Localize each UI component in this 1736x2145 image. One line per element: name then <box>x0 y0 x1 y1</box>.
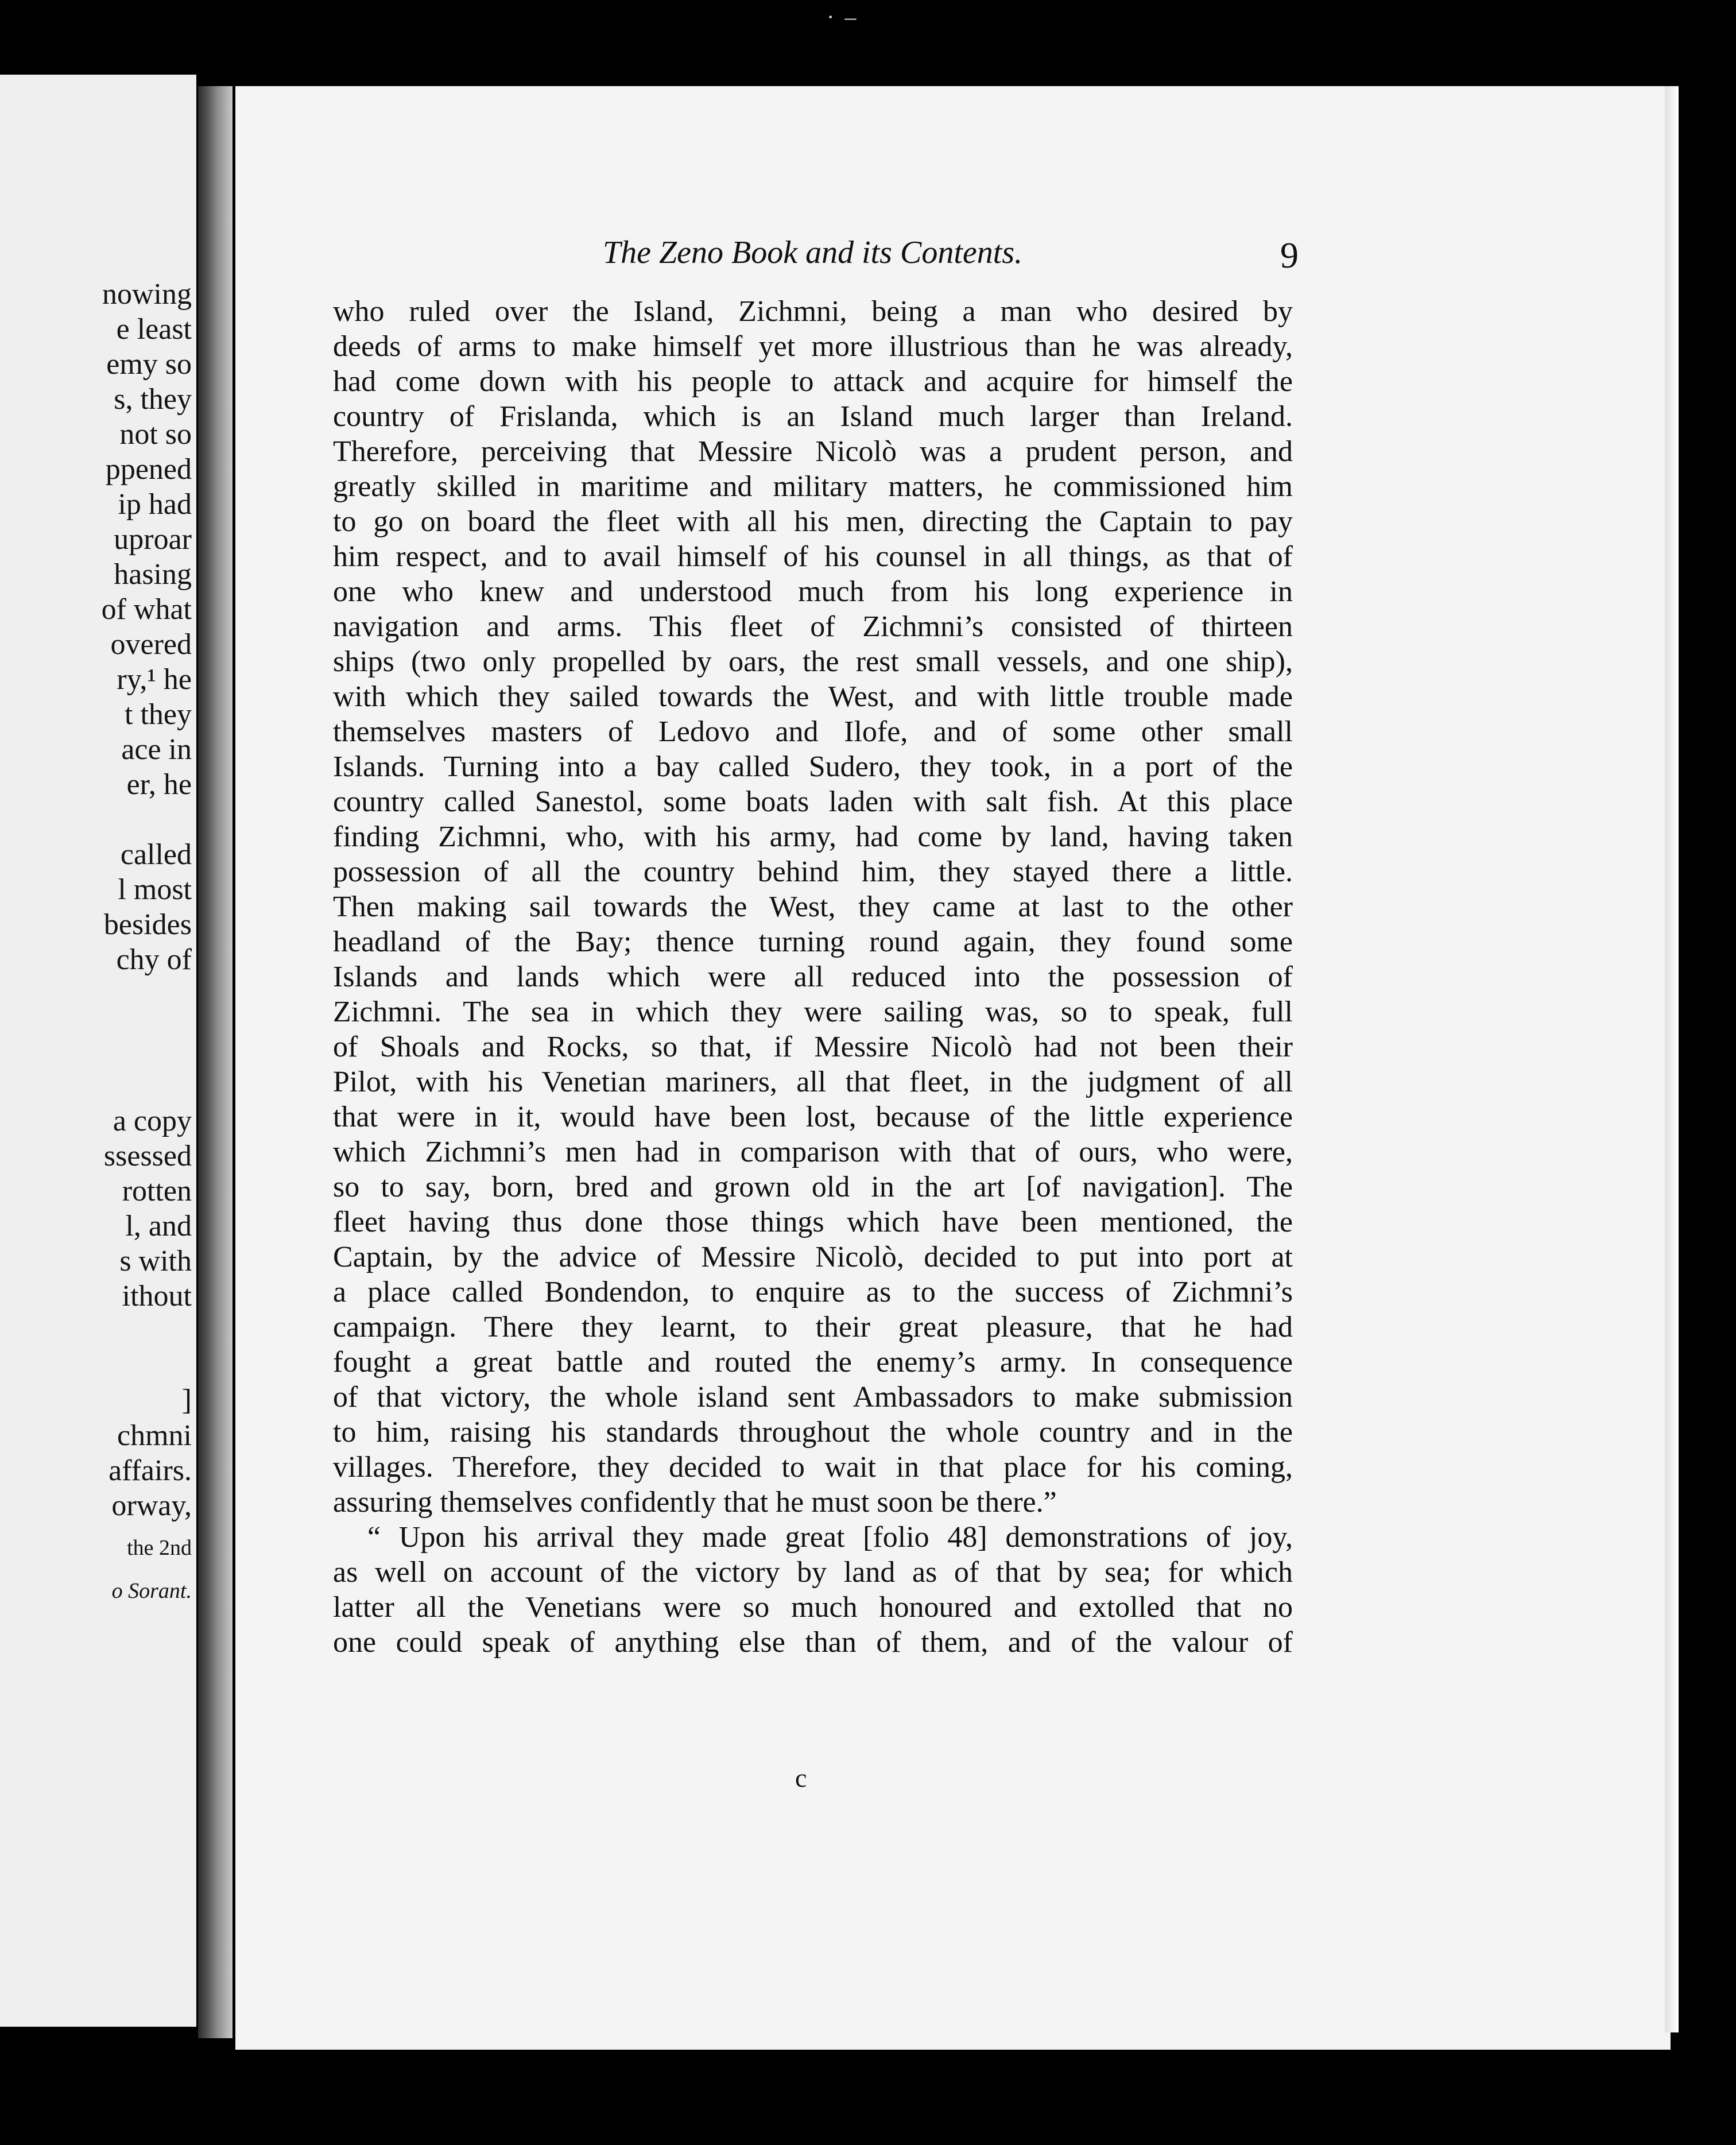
text-line: country of Frislanda, which is an Island much larger than Ireland. <box>333 400 1293 433</box>
left-fragment: a copy <box>113 1105 192 1137</box>
text-line: deeds of arms to make himself yet more illustrious than he was already, <box>333 330 1293 363</box>
left-fragment: chy of <box>116 943 192 976</box>
left-fragment: emy so <box>106 348 192 381</box>
left-fragment: er, he <box>126 768 192 801</box>
text-line: to him, raising his standards throughout the whole country and in the <box>333 1416 1293 1449</box>
text-line: a place called Bondendon, to enquire as to the success of Zichmni’s <box>333 1276 1293 1308</box>
text-line: Islands and lands which were all reduced into the possession of <box>333 961 1293 993</box>
running-head: The Zeno Book and its Contents. <box>603 235 1023 270</box>
text-line: ships (two only propelled by oars, the rest small vessels, and one ship), <box>333 645 1293 678</box>
left-fragment: affairs. <box>108 1454 192 1487</box>
left-fragment: hasing <box>114 558 192 591</box>
text-line: Pilot, with his Venetian mariners, all that fleet, in the judgment of all <box>333 1066 1293 1098</box>
text-line: which Zichmni’s men had in comparison with that of ours, who were, <box>333 1136 1293 1168</box>
text-line: of Shoals and Rocks, so that, if Messire Nicolò had not been their <box>333 1031 1293 1063</box>
left-fragment: ssessed <box>103 1140 192 1172</box>
text-line: as well on account of the victory by land as of that by sea; for which <box>333 1556 1293 1589</box>
left-fragment: not so <box>119 418 192 451</box>
text-line: had come down with his people to attack and acquire for himself the <box>333 365 1293 398</box>
left-fragment: orway, <box>111 1489 192 1522</box>
top-mark: · – <box>827 4 859 30</box>
right-page <box>235 86 1671 2050</box>
text-line: of that victory, the whole island sent Ambassadors to make submission <box>333 1381 1293 1414</box>
text-line: one could speak of anything else than of them, and of the valour of <box>333 1626 1293 1659</box>
text-line: navigation and arms. This fleet of Zichmni’s consisted of thirteen <box>333 610 1293 643</box>
left-fragment: ] <box>181 1384 192 1416</box>
left-fragment: l most <box>118 873 192 906</box>
page-edge <box>1665 86 1679 2032</box>
left-fragment: t they <box>125 698 192 731</box>
text-line: him respect, and to avail himself of his counsel in all things, as that of <box>333 540 1293 573</box>
text-line: to go on board the fleet with all his men, directing the Captain to pay <box>333 505 1293 538</box>
left-footnote-fragment: the 2nd <box>127 1536 192 1560</box>
left-fragment: ace in <box>121 733 192 766</box>
left-fragment: uproar <box>114 523 192 556</box>
left-fragment: s with <box>119 1245 192 1277</box>
text-line: “ Upon his arrival they made great [folio 48] demonstrations of joy, <box>367 1521 1293 1554</box>
left-page <box>0 75 196 2027</box>
left-fragment: ip had <box>118 488 192 521</box>
text-line: latter all the Venetians were so much honoured and extolled that no <box>333 1591 1293 1624</box>
text-line: campaign. There they learnt, to their great pleasure, that he had <box>333 1311 1293 1343</box>
text-line: with which they sailed towards the West, and with little trouble made <box>333 680 1293 713</box>
text-line: country called Sanestol, some boats laden with salt fish. At this place <box>333 785 1293 818</box>
left-fragment: l, and <box>125 1210 192 1242</box>
left-fragment: ithout <box>122 1280 192 1312</box>
left-fragment: rotten <box>122 1175 192 1207</box>
text-line: fleet having thus done those things which have been mentioned, the <box>333 1206 1293 1238</box>
body-text <box>333 294 1293 1660</box>
left-fragment: called <box>120 838 192 871</box>
text-line: Therefore, perceiving that Messire Nicolò was a prudent person, and <box>333 435 1293 468</box>
signature-mark: c <box>795 1763 807 1792</box>
text-line: greatly skilled in maritime and military matters, he commissioned him <box>333 470 1293 503</box>
left-fragment: overed <box>110 628 192 661</box>
text-line: Islands. Turning into a bay called Sudero, they took, in a port of the <box>333 750 1293 783</box>
text-line: villages. Therefore, they decided to wait in that place for his coming, <box>333 1451 1293 1484</box>
text-line: one who knew and understood much from his long experience in <box>333 575 1293 608</box>
text-line: finding Zichmni, who, with his army, had come by land, having taken <box>333 820 1293 853</box>
book-gutter <box>198 86 232 2038</box>
left-fragment: ppened <box>105 453 192 486</box>
text-line: that were in it, would have been lost, because of the little experience <box>333 1101 1293 1133</box>
left-fragment: ry,¹ he <box>117 663 192 696</box>
text-line: Zichmni. The sea in which they were sailing was, so to speak, full <box>333 996 1293 1028</box>
left-footnote-fragment: o Sorant. <box>111 1579 192 1603</box>
text-line: themselves masters of Ledovo and Ilofe, and of some other small <box>333 715 1293 748</box>
left-fragment: e least <box>116 313 192 346</box>
left-fragment: besides <box>103 908 192 941</box>
text-line: fought a great battle and routed the enemy’s army. In consequence <box>333 1346 1293 1379</box>
left-fragment: of what <box>101 593 192 626</box>
text-line: who ruled over the Island, Zichmni, being a man who desired by <box>333 295 1293 328</box>
text-line: possession of all the country behind him, they stayed there a little. <box>333 855 1293 888</box>
text-line: headland of the Bay; thence turning round again, they found some <box>333 926 1293 958</box>
left-fragment: s, they <box>114 383 192 416</box>
text-line: so to say, born, bred and grown old in the art [of navigation]. The <box>333 1171 1293 1203</box>
left-fragment: nowing <box>102 278 192 311</box>
text-line: Captain, by the advice of Messire Nicolò, decided to put into port at <box>333 1241 1293 1273</box>
text-line: Then making sail towards the West, they came at last to the other <box>333 890 1293 923</box>
text-line: assuring themselves confidently that he must soon be there.” <box>333 1486 1057 1519</box>
page-number: 9 <box>1280 235 1299 276</box>
left-fragment: chmni <box>117 1419 192 1452</box>
